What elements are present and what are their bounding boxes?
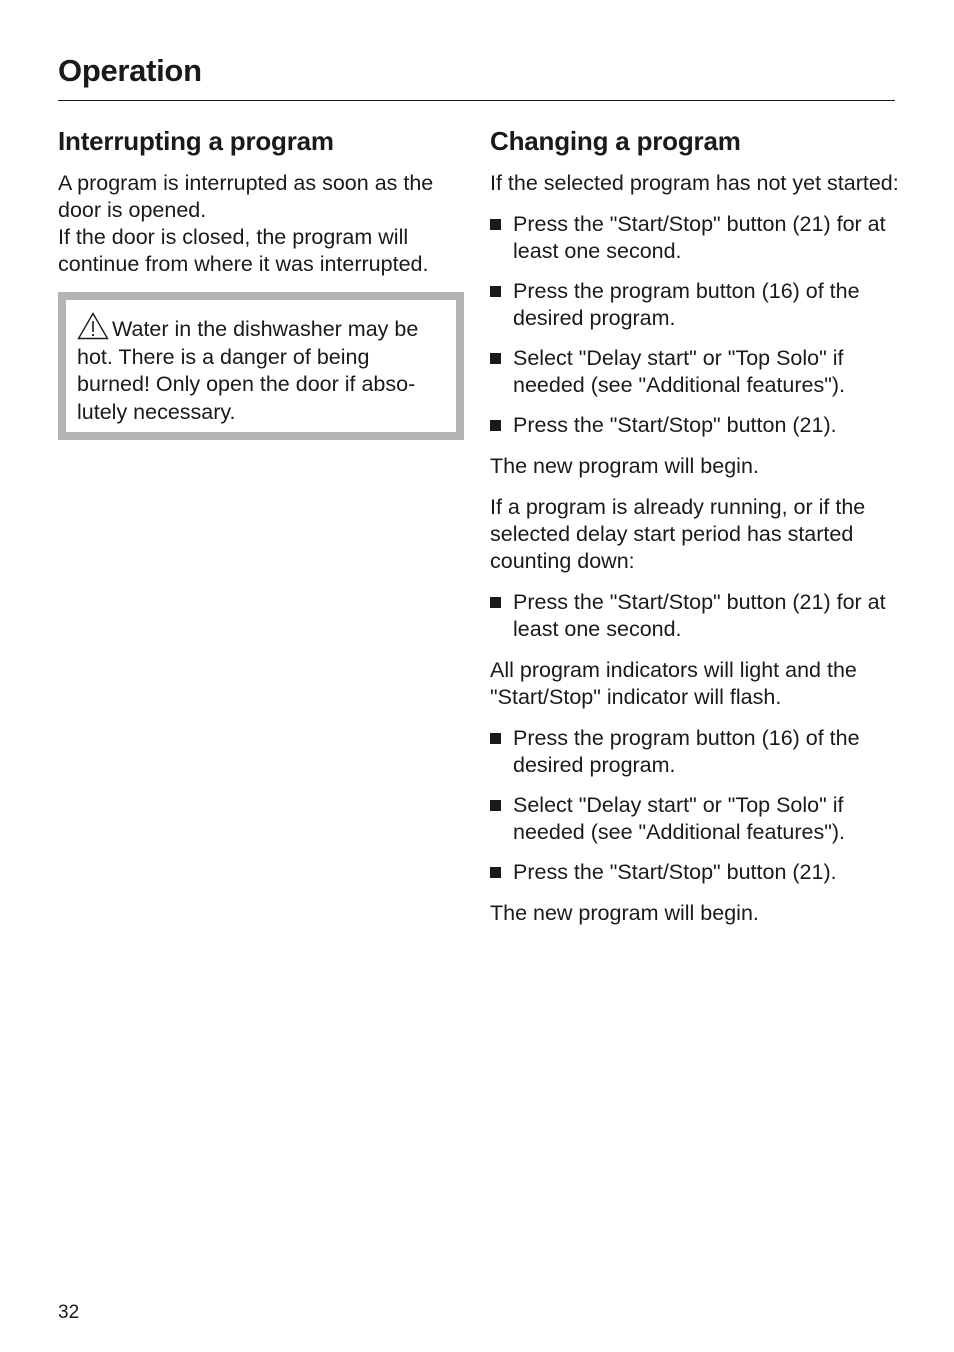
warning-triangle-icon — [77, 312, 109, 340]
title-divider — [58, 100, 895, 101]
list-item: Press the "Start/Stop" button (21) for at least one second. — [490, 589, 900, 643]
warning-box — [58, 292, 464, 440]
steps-list-1 — [490, 211, 900, 439]
page-title: Operation — [58, 53, 202, 88]
steps-list-3 — [490, 725, 900, 886]
list-item: Select "Delay start" or "Top Solo" if needed (see "Additional features"). — [490, 345, 900, 399]
section-heading-changing: Changing a program — [490, 126, 741, 156]
warning-text: Water in the dishwasher may be hot. There is a danger of being burned! Only open the door if abso-lutely necessary. — [77, 317, 419, 424]
section-heading-interrupting: Interrupting a program — [58, 126, 334, 156]
page-number: 32 — [58, 1302, 80, 1323]
list-item: Press the "Start/Stop" button (21) for at least one second. — [490, 211, 900, 265]
paragraph-interrupt-2: If the door is closed, the program will continue from where it was interrupted. — [58, 225, 429, 276]
bullet-square-icon — [490, 733, 501, 744]
paragraph-result-2: The new program will begin. — [490, 901, 759, 925]
list-item: Press the "Start/Stop" button (21). — [490, 859, 900, 886]
bullet-square-icon — [490, 800, 501, 811]
warning-paragraph — [77, 312, 445, 426]
paragraph-intro-not-started: If the selected program has not yet started: — [490, 171, 899, 195]
right-column — [490, 124, 900, 941]
bullet-square-icon — [490, 867, 501, 878]
paragraph-intro-running: If a program is already running, or if the selected delay start period has started counting down: — [490, 495, 866, 573]
steps-list-2 — [490, 589, 900, 643]
bullet-square-icon — [490, 420, 501, 431]
left-column — [58, 124, 468, 440]
bullet-square-icon — [490, 597, 501, 608]
paragraph-indicators: All program indicators will light and the "Start/Stop" indicator will flash. — [490, 658, 857, 709]
bullet-square-icon — [490, 219, 501, 230]
list-item: Select "Delay start" or "Top Solo" if needed (see "Additional features"). — [490, 792, 900, 846]
paragraph-interrupt-1: A program is interrupted as soon as the door is opened. — [58, 171, 434, 222]
list-item: Press the program button (16) of the desired program. — [490, 725, 900, 779]
list-item: Press the program button (16) of the desired program. — [490, 278, 900, 332]
list-item: Press the "Start/Stop" button (21). — [490, 412, 900, 439]
bullet-square-icon — [490, 353, 501, 364]
bullet-square-icon — [490, 286, 501, 297]
paragraph-result-1: The new program will begin. — [490, 454, 759, 478]
